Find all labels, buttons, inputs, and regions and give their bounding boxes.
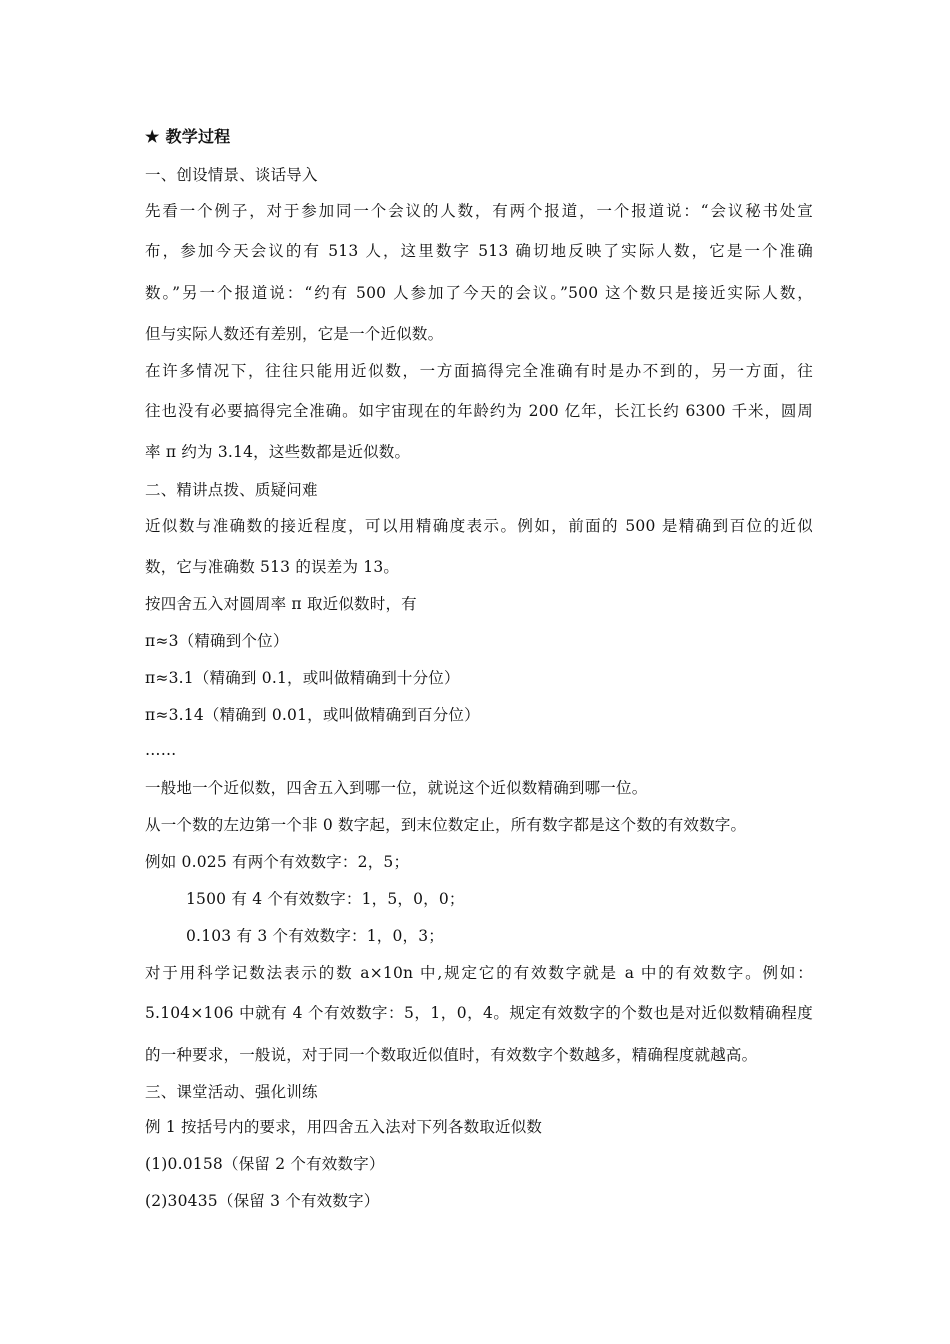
heading-2: 二、精讲点拨、质疑问难 [145, 481, 318, 499]
paragraph-4: 按四舍五入对圆周率 π 取近似数时，有 [145, 595, 417, 613]
example-1-item-2: (2)30435（保留 3 个有效数字） [145, 1192, 380, 1210]
paragraph-7-line-2: 5.104×106 中就有 4 个有效数字：5，1，0，4。规定有效数字的个数也是对近似数精确程度 [145, 1004, 813, 1022]
star-icon: ★ [145, 127, 160, 146]
example-1-item-1: (1)0.0158（保留 2 个有效数字） [145, 1155, 385, 1173]
paragraph-6: 从一个数的左边第一个非 0 数字起，到末位数定止，所有数字都是这个数的有效数字。 [145, 816, 747, 834]
heading-1: 一、创设情景、谈话导入 [145, 166, 318, 184]
paragraph-7-line-3: 的一种要求，一般说，对于同一个数取近似值时，有效数字个数越多，精确程度就越高。 [145, 1046, 758, 1064]
paragraph-1-line-2: 布，参加今天会议的有 513 人，这里数字 513 确切地反映了实际人数，它是一个准确 [145, 242, 813, 260]
pi-approx-2: π≈3.1（精确到 0.1，或叫做精确到十分位） [145, 669, 460, 687]
paragraph-3-line-2: 数，它与准确数 513 的误差为 13。 [145, 558, 400, 576]
paragraph-2-line-2: 往也没有必要搞得完全准确。如宇宙现在的年龄约为 200 亿年，长江长约 6300 千米，圆周 [145, 402, 813, 420]
paragraph-2-line-1: 在许多情况下，往往只能用近似数，一方面搞得完全准确有时是办不到的，另一方面，往 [145, 362, 813, 380]
example-line-1: 例如 0.025 有两个有效数字：2，5； [145, 853, 410, 871]
example-1-title: 例 1 按括号内的要求，用四舍五入法对下列各数取近似数 [145, 1118, 543, 1136]
paragraph-5: 一般地一个近似数，四舍五入到哪一位，就说这个近似数精确到哪一位。 [145, 779, 648, 797]
pi-approx-1: π≈3（精确到个位） [145, 632, 289, 650]
paragraph-1-line-3: 数。”另一个报道说：“约有 500 人参加了今天的会议。”500 这个数只是接近实际人数， [145, 284, 813, 302]
example-line-3: 0.103 有 3 个有效数字：1，0，3； [186, 927, 445, 945]
paragraph-2-line-3: 率 π 约为 3.14，这些数都是近似数。 [145, 443, 411, 461]
ellipsis: …… [145, 741, 177, 759]
paragraph-3-line-1: 近似数与准确数的接近程度，可以用精确度表示。例如，前面的 500 是精确到百位的近似 [145, 517, 813, 535]
example-line-2: 1500 有 4 个有效数字：1，5，0，0； [186, 890, 465, 908]
heading-3: 三、课堂活动、强化训练 [145, 1083, 318, 1101]
paragraph-1-line-1: 先看一个例子，对于参加同一个会议的人数，有两个报道，一个报道说：“会议秘书处宣 [145, 202, 813, 220]
section-title-text: 教学过程 [165, 127, 231, 146]
paragraph-7-line-1: 对于用科学记数法表示的数 a×10n 中,规定它的有效数字就是 a 中的有效数字。例如： [145, 964, 813, 982]
pi-approx-3: π≈3.14（精确到 0.01，或叫做精确到百分位） [145, 706, 480, 724]
section-title [145, 127, 230, 147]
paragraph-1-line-4: 但与实际人数还有差别，它是一个近似数。 [145, 325, 444, 343]
